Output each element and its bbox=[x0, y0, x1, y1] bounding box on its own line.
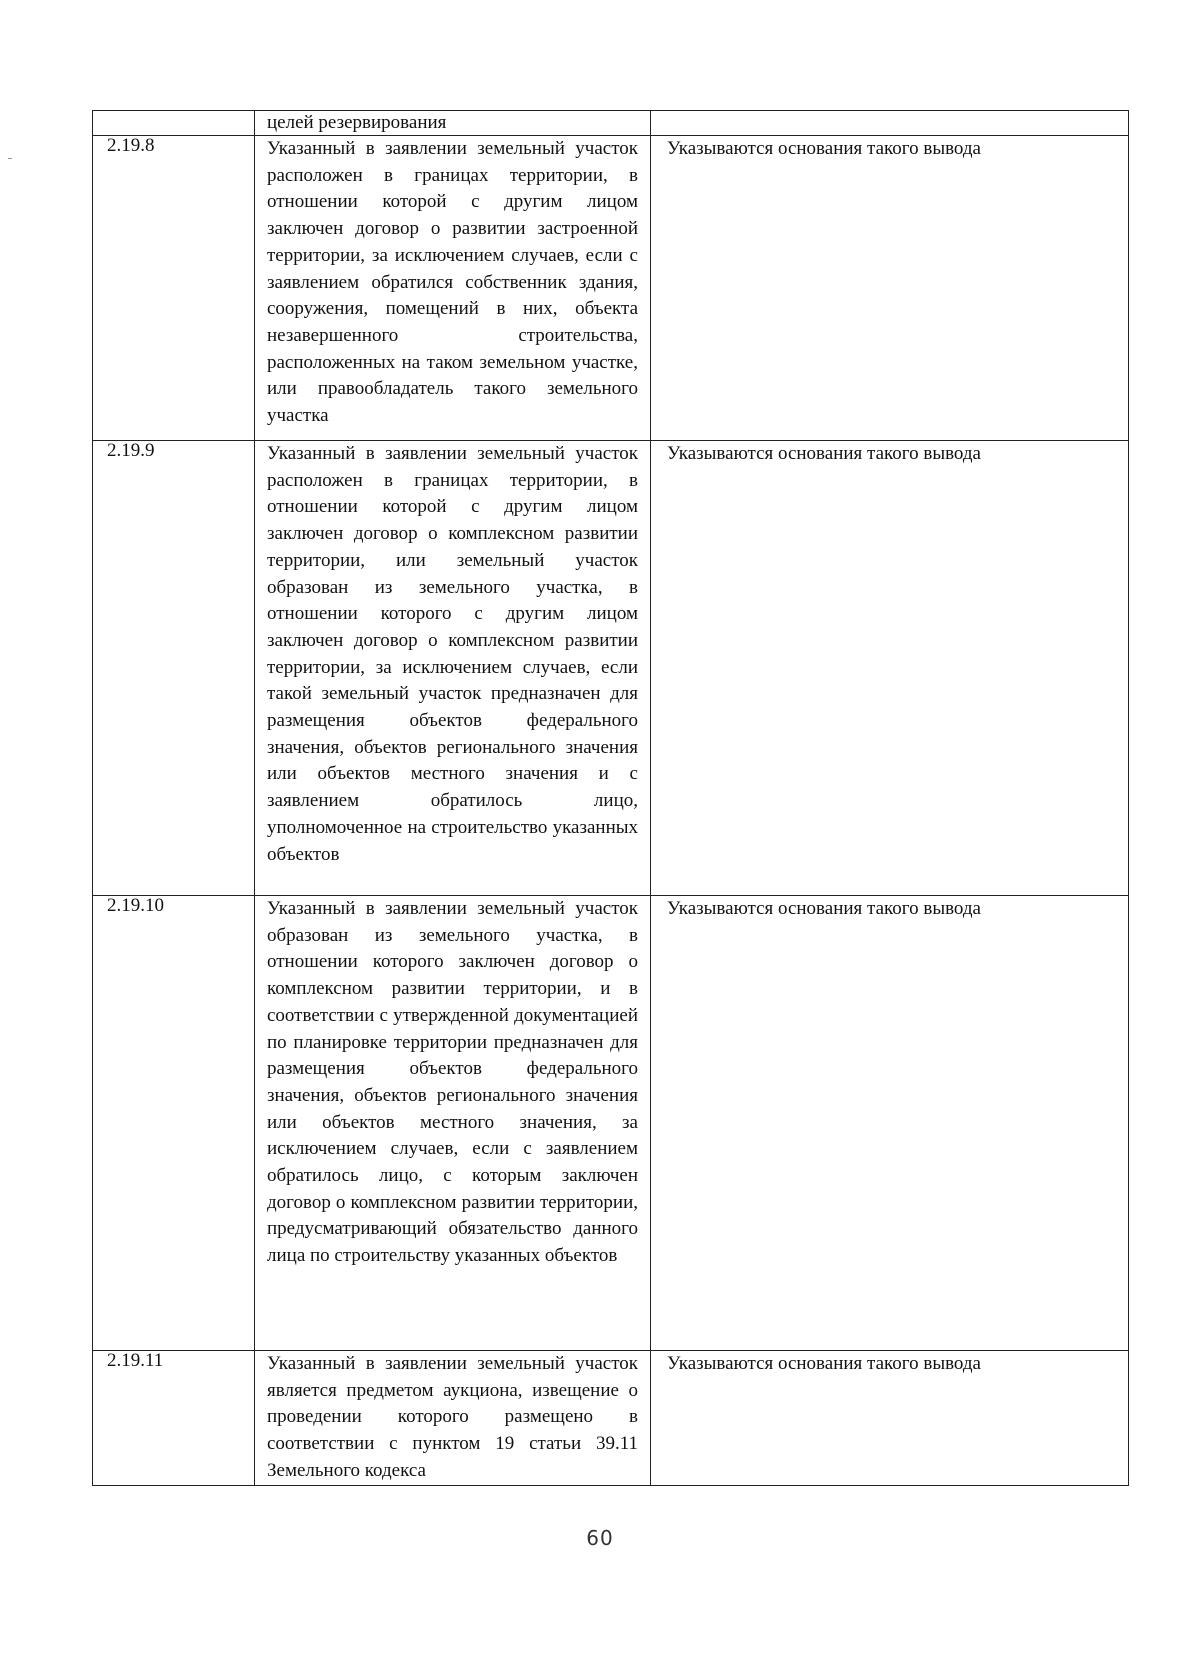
table-row bbox=[93, 1351, 1129, 1486]
table-row bbox=[93, 136, 1129, 441]
row-text bbox=[255, 441, 651, 896]
row-note bbox=[651, 111, 1129, 136]
row-text-content: Указанный в заявлении земельный участок является предметом аукциона, извещение о проведении которого размещено в соответствии с пунктом 19 статьи 39.11 Земельного кодекса bbox=[267, 1353, 638, 1481]
page-number: 60 bbox=[586, 1526, 614, 1550]
row-text-content: целей резервирования bbox=[267, 112, 447, 133]
row-number: 2.19.10 bbox=[93, 896, 255, 1351]
row-text bbox=[255, 1351, 651, 1486]
row-number: 2.19.9 bbox=[93, 441, 255, 896]
row-note: Указываются основания такого вывода bbox=[651, 896, 1129, 1351]
table-row bbox=[93, 896, 1129, 1351]
row-text-content: Указанный в заявлении земельный участок расположен в границах территории, в отношении которой с другим лицом заключен договор о развитии застроенной территории, за исключением случаев, если с заявлением обратился собственник здания, сооружения, помещений в них, объекта незавершенного строительства, расположенных на таком земельном участке, или правообладатель такого земельного участка bbox=[267, 138, 638, 427]
row-text bbox=[255, 896, 651, 1351]
table-row bbox=[93, 111, 1129, 136]
row-text bbox=[255, 136, 651, 441]
grounds-table bbox=[92, 110, 1129, 1486]
row-number: 2.19.8 bbox=[93, 136, 255, 441]
row-text bbox=[255, 111, 651, 136]
row-note: Указываются основания такого вывода bbox=[651, 136, 1129, 441]
row-number bbox=[93, 111, 255, 136]
row-text-content: Указанный в заявлении земельный участок образован из земельного участка, в отношении которого заключен договор о комплексном развитии территории, и в соответствии с утвержденной документацией по планировке территории предназначен для размещения объектов федерального значения, объектов регионального значения или объектов местного значения, за исключением случаев, если с заявлением обратилось лицо, с которым заключен договор о комплексном развитии территории, предусматривающий обязательство данного лица по строительству указанных объектов bbox=[267, 898, 638, 1267]
row-text-content: Указанный в заявлении земельный участок расположен в границах территории, в отношении которой с другим лицом заключен договор о комплексном развитии территории, или земельный участок образован из земельного участка, в отношении которого с другим лицом заключен договор о комплексном развитии территории, за исключением случаев, если такой земельный участок предназначен для размещения объектов федерального значения, объектов регионального значения или объектов местного значения и с заявлением обратилось лицо, уполномоченное на строительство указанных объектов bbox=[267, 443, 638, 865]
row-number: 2.19.11 bbox=[93, 1351, 255, 1486]
scan-artifact bbox=[8, 158, 12, 159]
table-row bbox=[93, 441, 1129, 896]
row-note: Указываются основания такого вывода bbox=[651, 1351, 1129, 1486]
row-note: Указываются основания такого вывода bbox=[651, 441, 1129, 896]
